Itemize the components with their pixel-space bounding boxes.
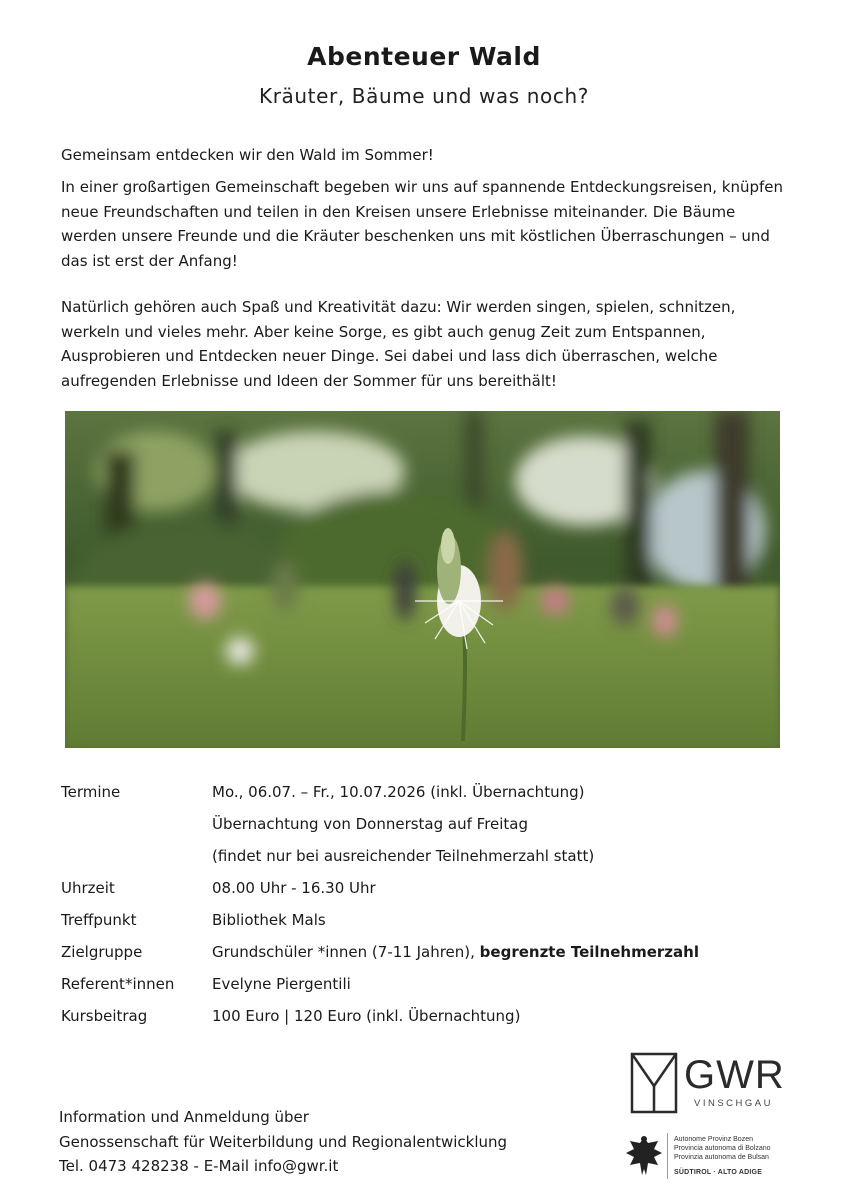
forest-photo bbox=[65, 411, 780, 748]
zielgruppe-label: Zielgruppe bbox=[61, 943, 143, 961]
zielgruppe-text: Grundschüler *innen (7-11 Jahren), bbox=[212, 943, 480, 961]
detail-row-referent bbox=[61, 972, 801, 1004]
detail-row-termine-condition bbox=[61, 844, 801, 876]
contact-block bbox=[59, 1105, 507, 1179]
province-name-de: Autonome Provinz Bozen bbox=[674, 1136, 753, 1143]
province-divider bbox=[667, 1133, 668, 1179]
termine-date: Mo., 06.07. – Fr., 10.07.2026 (inkl. Übernachtung) bbox=[212, 783, 585, 801]
province-name-it: Provincia autonoma di Bolzano bbox=[674, 1145, 771, 1152]
description-paragraph: Natürlich gehören auch Spaß und Kreativität dazu: Wir werden singen, spielen, schnitzen, werkeln und vieles mehr. Aber keine Sorge, es gibt auch genug Zeit zum Entspannen, Ausprobieren und Entdecken neuer Dinge. Sei dabei und lass dich überraschen, welche aufregenden Erlebnisse und Ideen der Sommer für uns bereithält! bbox=[61, 298, 736, 390]
contact-line-phone-email: Tel. 0473 428238 - E-Mail info@gwr.it bbox=[59, 1157, 339, 1175]
gwr-logo-region: VINSCHGAU bbox=[694, 1098, 773, 1109]
detail-row-zielgruppe bbox=[61, 940, 801, 972]
detail-row-uhrzeit bbox=[61, 876, 801, 908]
province-region: SÜDTIROL · ALTO ADIGE bbox=[674, 1169, 763, 1176]
detail-row-termine bbox=[61, 780, 801, 812]
zielgruppe-emphasis: begrenzte Teilnehmerzahl bbox=[479, 943, 699, 961]
termine-condition: (findet nur bei ausreichender Teilnehmerzahl statt) bbox=[212, 847, 595, 865]
gwr-logo bbox=[630, 1052, 795, 1118]
kursbeitrag-label: Kursbeitrag bbox=[61, 1007, 148, 1025]
referent-value: Evelyne Piergentili bbox=[212, 975, 351, 993]
treffpunkt-label: Treffpunkt bbox=[61, 911, 137, 929]
contact-line-info: Information und Anmeldung über bbox=[59, 1108, 309, 1126]
detail-row-termine-note bbox=[61, 812, 801, 844]
referent-label: Referent*innen bbox=[61, 975, 175, 993]
page-title: Abenteuer Wald bbox=[307, 42, 541, 71]
event-details bbox=[61, 780, 801, 1036]
treffpunkt-value: Bibliothek Mals bbox=[212, 911, 326, 929]
page-subtitle: Kräuter, Bäume und was noch? bbox=[259, 84, 589, 108]
intro-text: Gemeinsam entdecken wir den Wald im Sommer! bbox=[61, 146, 434, 164]
gwr-logo-mark-icon bbox=[630, 1052, 680, 1114]
zielgruppe-value bbox=[212, 940, 801, 972]
termine-overnight: Übernachtung von Donnerstag auf Freitag bbox=[212, 815, 529, 833]
detail-row-treffpunkt bbox=[61, 908, 801, 940]
province-text bbox=[674, 1135, 771, 1177]
uhrzeit-value: 08.00 Uhr - 16.30 Uhr bbox=[212, 879, 376, 897]
province-logo bbox=[622, 1133, 797, 1183]
detail-row-kursbeitrag bbox=[61, 1004, 801, 1036]
description-paragraph: In einer großartigen Gemeinschaft begeben wir uns auf spannende Entdeckungsreisen, knüpfen neue Freundschaften und teilen in den Kreisen unsere Erlebnisse miteinander. Die Bäume werden unsere Freunde und die Kräuter beschenken uns mit köstlichen Überraschungen – und das ist erst der Anfang! bbox=[61, 178, 784, 270]
termine-label: Termine bbox=[61, 783, 121, 801]
eagle-crest-icon bbox=[624, 1133, 664, 1179]
province-name-lad: Provinzia autonoma de Bulsan bbox=[674, 1154, 769, 1161]
contact-line-org: Genossenschaft für Weiterbildung und Regionalentwicklung bbox=[59, 1132, 508, 1151]
kursbeitrag-value: 100 Euro | 120 Euro (inkl. Übernachtung) bbox=[212, 1007, 521, 1025]
gwr-logo-name: GWR bbox=[684, 1053, 785, 1097]
uhrzeit-label: Uhrzeit bbox=[61, 879, 115, 897]
